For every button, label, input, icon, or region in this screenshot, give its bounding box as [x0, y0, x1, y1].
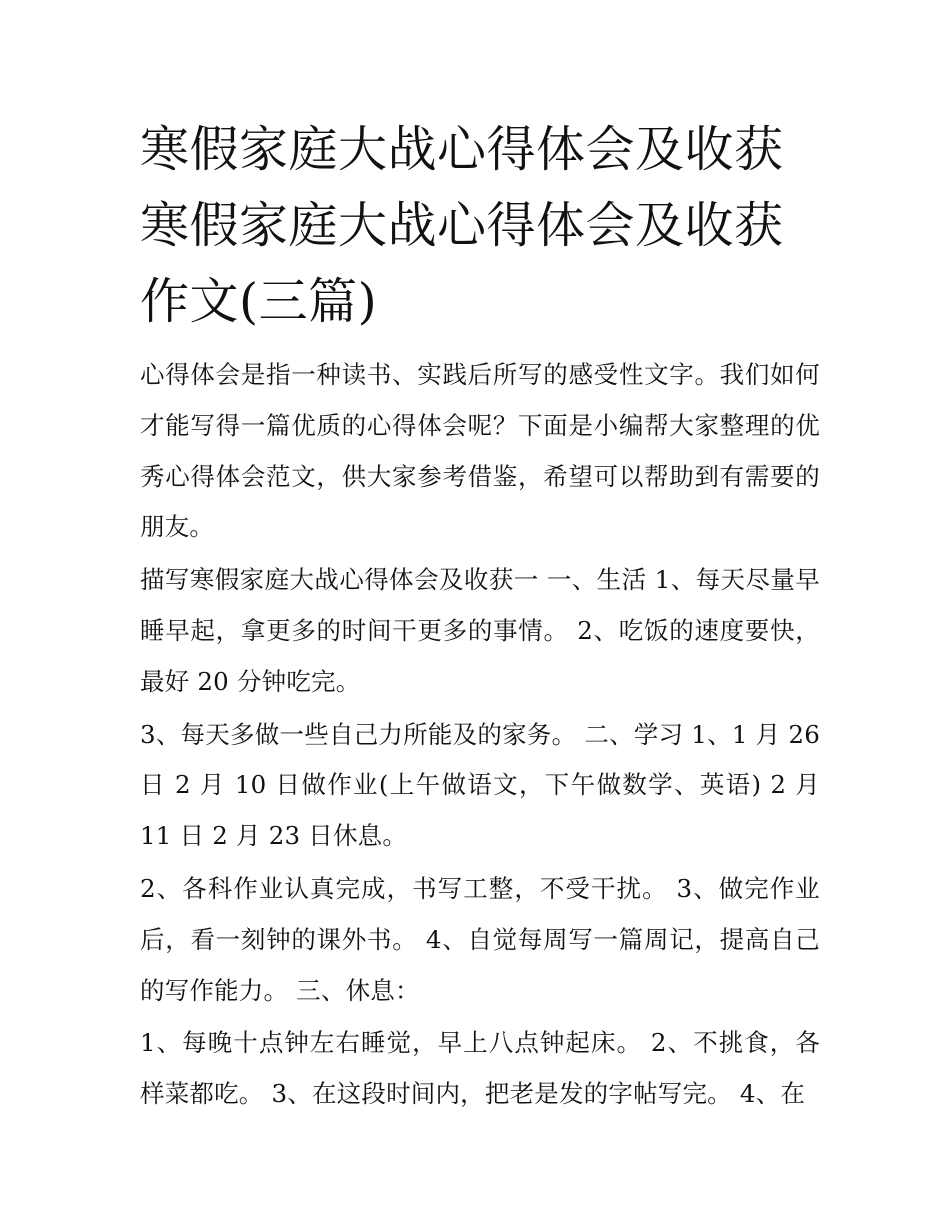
title-line-3: 作文(三篇): [140, 273, 378, 330]
document-body: [140, 350, 820, 1120]
title-line-1: 寒假家庭大战心得体会及收获: [140, 121, 784, 178]
paragraph-rest: 1、每晚十点钟左右睡觉，早上八点钟起床。 2、不挑食，各样菜都吃。 3、在这段时间内，把老是发的字帖写完。 4、在: [140, 1028, 820, 1109]
title-line-2: 寒假家庭大战心得体会及收获: [140, 197, 784, 254]
paragraph-life: 描写寒假家庭大战心得体会及收获一 一、生活 1、每天尽量早睡早起，拿更多的时间干更多的事情。 2、吃饭的速度要快，最好 20 分钟吃完。: [140, 565, 820, 696]
document-title: [140, 112, 820, 340]
paragraph-homework: 2、各科作业认真完成，书写工整，不受干扰。 3、做完作业后，看一刻钟的课外书。 4、自觉每周写一篇周记，提高自己的写作能力。 三、休息：: [140, 873, 820, 1005]
paragraph-intro: 心得体会是指一种读书、实践后所写的感受性文字。我们如何才能写得一篇优质的心得体会呢？下面是小编帮大家整理的优秀心得体会范文，供大家参考借鉴，希望可以帮助到有需要的朋友。: [140, 360, 820, 542]
document-page: [140, 112, 820, 1122]
paragraph-study: 3、每天多做一些自己力所能及的家务。 二、学习 1、1 月 26 日 2 月 10 日做作业(上午做语文，下午做数学、英语) 2 月 11 日 2 月 23 日休息。: [140, 719, 820, 851]
